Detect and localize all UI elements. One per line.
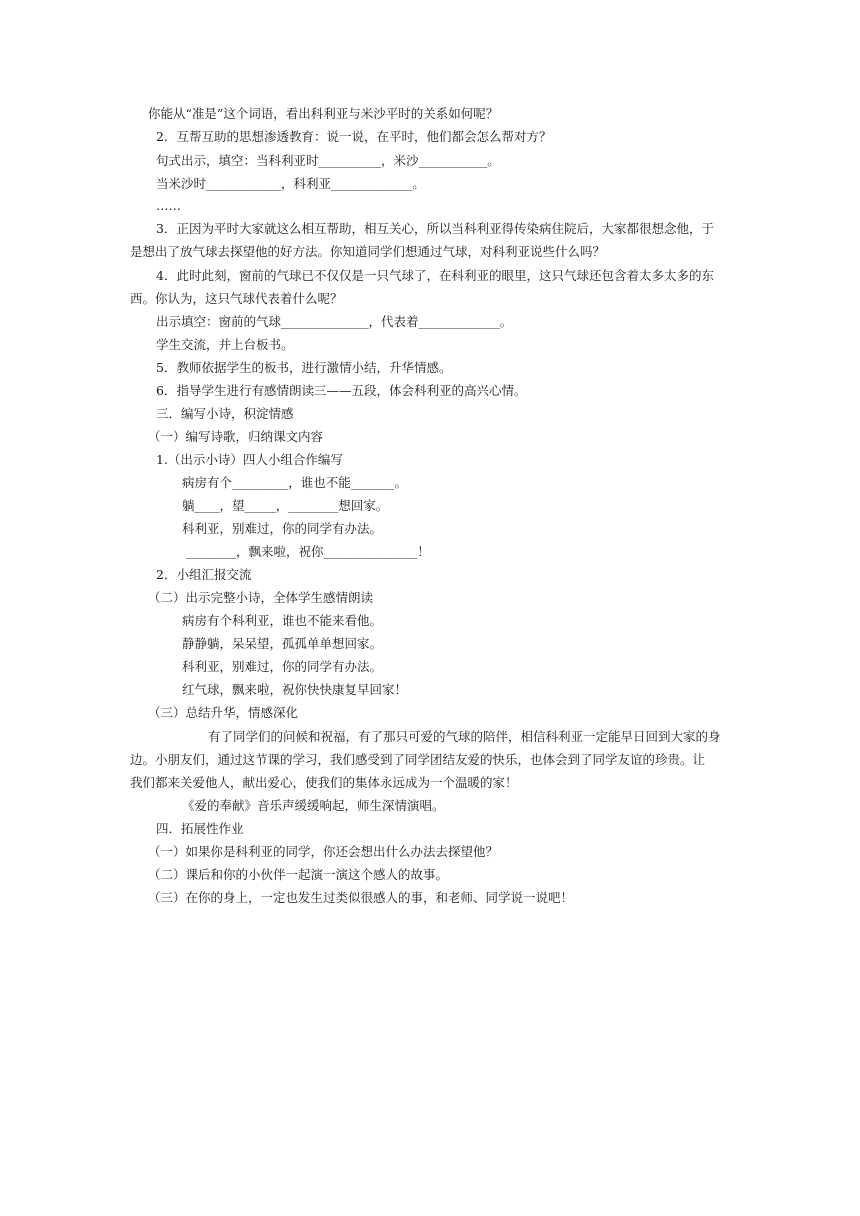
paragraph-line: 西。你认为，这只气球代表着什么呢？: [130, 291, 343, 306]
paragraph-line: 2．互帮互助的思想渗透教育：说一说，在平时，他们都会怎么帮对方？: [156, 129, 552, 144]
poem-line: ________，飘来啦，祝你_______________！: [186, 544, 430, 559]
paragraph-line: ……: [156, 198, 181, 213]
poem-line: 科利亚，别难过，你的同学有办法。: [182, 659, 383, 674]
poem-line: 静静躺，呆呆望，孤孤单单想回家。: [182, 636, 383, 651]
paragraph-line: 5．教师依据学生的板书，进行激情小结，升华情感。: [156, 360, 452, 375]
paragraph-line: 句式出示，填空：当科利亚时__________，米沙___________。: [156, 153, 500, 168]
paragraph-line: 边。小朋友们，通过这节课的学习，我们感受到了同学团结友爱的快乐，也体会到了同学友谊的珍贵。让: [130, 752, 706, 767]
poem-line: 红气球，飘来啦，祝你快快康复早回家！: [182, 682, 408, 697]
paragraph-line: 有了同学们的问候和祝福，有了那只可爱的气球的陪伴，相信科利亚一定能早日回到大家的身: [208, 729, 721, 744]
paragraph-line: 《爱的奉献》音乐声缓缓响起，师生深情演唱。: [182, 798, 445, 813]
paragraph-line: 4．此时此刻，窗前的气球已不仅仅是一只气球了，在科利亚的眼里，这只气球还包含着太多太多的东: [156, 268, 714, 283]
paragraph-line: （一）如果你是科利亚的同学，你还会想出什么办法去探望他？: [148, 844, 499, 859]
paragraph-line: 2．小组汇报交流: [156, 567, 252, 582]
paragraph-line: 你能从“准是”这个词语，看出科利亚与米沙平时的关系如何呢？: [148, 106, 499, 121]
subsection-heading: （二）出示完整小诗，全体学生感情朗读: [148, 590, 374, 605]
subsection-heading: （三）总结升华，情感深化: [148, 705, 299, 720]
section-heading: 四．拓展性作业: [156, 821, 244, 836]
subsection-heading: （一）编写诗歌，归纳课文内容: [148, 429, 324, 444]
poem-line: 病房有个科利亚，谁也不能来看他。: [182, 613, 383, 628]
paragraph-line: 我们都来关爱他人，献出爱心，使我们的集体永远成为一个温暖的家！: [130, 775, 518, 790]
paragraph-line: 6．指导学生进行有感情朗读三——五段，体会科利亚的高兴心情。: [156, 383, 527, 398]
poem-line: 科利亚，别难过，你的同学有办法。: [182, 521, 383, 536]
paragraph-line: （二）课后和你的小伙伴一起演一演这个感人的故事。: [148, 867, 449, 882]
paragraph-line: （三）在你的身上，一定也发生过类似很感人的事，和老师、同学说一说吧！: [148, 890, 574, 905]
section-heading: 三．编写小诗，积淀情感: [156, 406, 294, 421]
paragraph-line: 出示填空：窗前的气球______________，代表着_____________。: [156, 314, 513, 329]
poem-line: 病房有个_________，谁也不能_______。: [182, 475, 408, 490]
paragraph-line: 当米沙时____________，科利亚_____________。: [156, 176, 425, 191]
paragraph-line: 是想出了放气球去探望他的好方法。你知道同学们想通过气球，对科利亚说些什么吗？: [130, 244, 606, 259]
paragraph-line: 1.（出示小诗）四人小组合作编写: [156, 452, 343, 467]
paragraph-line: 3．正因为平时大家就这么相互帮助，相互关心，所以当科利亚得传染病住院后，大家都很想念他，于: [156, 221, 714, 236]
paragraph-line: 学生交流，并上台板书。: [156, 337, 294, 352]
poem-line: 躺____，望_____，________想回家。: [182, 498, 389, 513]
